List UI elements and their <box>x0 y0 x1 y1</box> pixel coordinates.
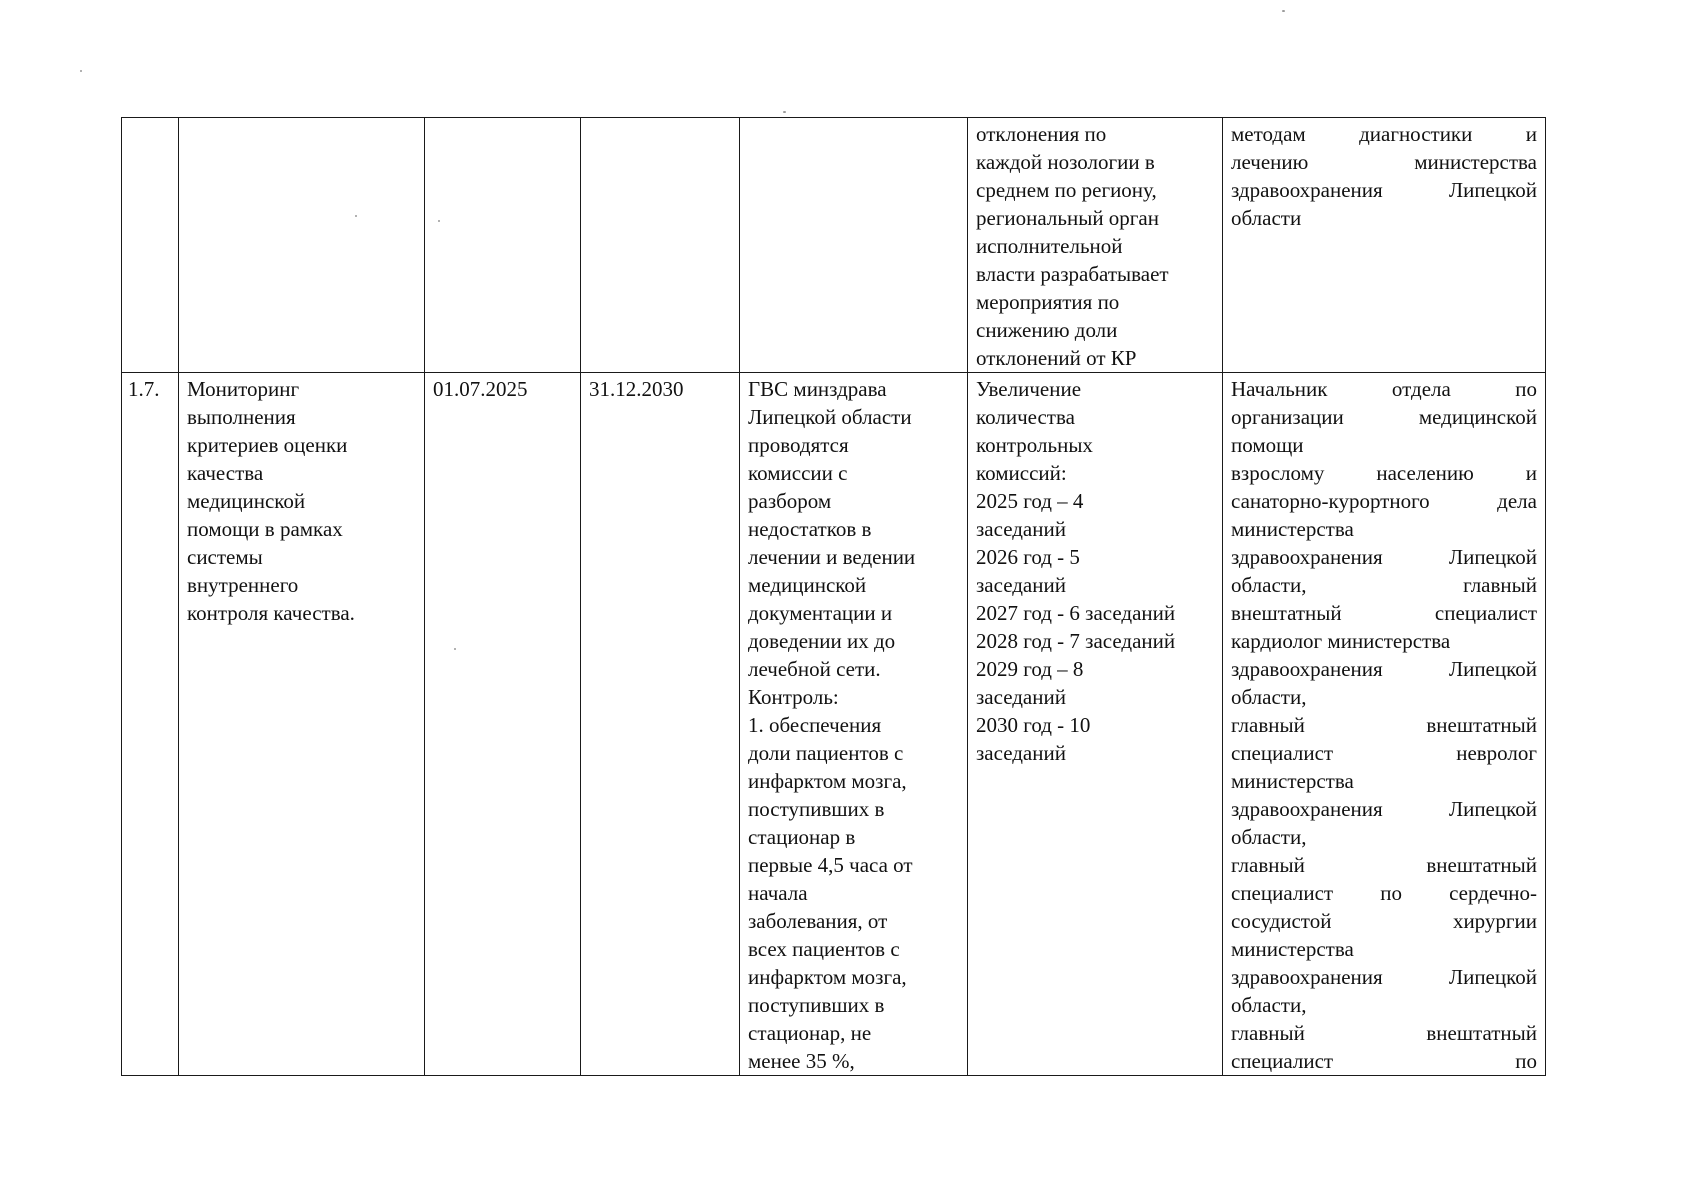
responsible-line: министерства <box>1231 769 1354 793</box>
responsible-line: области, <box>1231 825 1307 849</box>
responsible-line: министерства <box>1231 517 1354 541</box>
responsible-line: лечению министерства <box>1231 150 1537 174</box>
cell-description <box>740 118 968 373</box>
cell-responsible <box>1223 118 1546 373</box>
responsible-line: здравоохранения Липецкой <box>1231 965 1537 989</box>
cell-description: ГВС минздрава Липецкой области проводятся комиссии с разбором недостатков в лечении и ведении медицинской документации и доведении их до лечебной сети. Контроль: 1. обеспечения доли пациентов с инфарктом мозга, поступивших в стационар в первые 4,5 часа от начала заболевания, от всех пациентов с инфарктом мозга, поступивших в стационар, не менее 35 %, <box>740 373 968 1076</box>
activity-plan-table <box>121 117 1546 1076</box>
responsible-line: санаторно-курортного дела <box>1231 489 1537 513</box>
responsible-line: области, <box>1231 993 1307 1017</box>
responsible-line: министерства <box>1231 937 1354 961</box>
responsible-line: Начальник отдела по <box>1231 377 1537 401</box>
responsible-line: организации медицинской <box>1231 405 1537 429</box>
responsible-line: главный внештатный <box>1231 853 1537 877</box>
cell-start-date <box>425 118 581 373</box>
responsible-line: здравоохранения Липецкой <box>1231 657 1537 681</box>
responsible-line: области, главный <box>1231 573 1537 597</box>
cell-result: отклонения по каждой нозологии в среднем по региону, региональный орган исполнительной власти разрабатывает мероприятия по снижению доли отклонений от КР <box>968 118 1223 373</box>
responsible-line: специалист невролог <box>1231 741 1537 765</box>
cell-number: 1.7. <box>122 373 179 1076</box>
cell-result: Увеличение количества контрольных комиссий: 2025 год – 4 заседаний 2026 год - 5 заседаний 2027 год - 6 заседаний 2028 год - 7 заседаний 2029 год – 8 заседаний 2030 год - 10 заседаний <box>968 373 1223 1076</box>
responsible-line: сосудистой хирургии <box>1231 909 1537 933</box>
cell-number <box>122 118 179 373</box>
responsible-line: здравоохранения Липецкой <box>1231 797 1537 821</box>
cell-activity: Мониторинг выполнения критериев оценки качества медицинской помощи в рамках системы внутреннего контроля качества. <box>179 373 425 1076</box>
scan-speck <box>1282 10 1285 12</box>
responsible-line: специалист по сердечно- <box>1231 881 1537 905</box>
cell-end-date: 31.12.2030 <box>581 373 740 1076</box>
responsible-line: здравоохранения Липецкой <box>1231 178 1537 202</box>
responsible-line: здравоохранения Липецкой <box>1231 545 1537 569</box>
responsible-line: области <box>1231 206 1302 230</box>
responsible-line: специалист по <box>1231 1049 1537 1073</box>
scan-speck <box>783 111 786 113</box>
responsible-line: кардиолог министерства <box>1231 629 1451 653</box>
responsible-line: методам диагностики и <box>1231 122 1537 146</box>
cell-activity <box>179 118 425 373</box>
responsible-line: главный внештатный <box>1231 1021 1537 1045</box>
cell-end-date <box>581 118 740 373</box>
table-row-1-7 <box>122 373 1546 1076</box>
responsible-line: внештатный специалист <box>1231 601 1537 625</box>
responsible-line: главный внештатный <box>1231 713 1537 737</box>
scan-speck <box>80 70 82 72</box>
table-row-continuation <box>122 118 1546 373</box>
cell-responsible <box>1223 373 1546 1076</box>
responsible-line: взрослому населению и <box>1231 461 1537 485</box>
responsible-line: области, <box>1231 685 1307 709</box>
responsible-line: помощи <box>1231 433 1304 457</box>
cell-start-date: 01.07.2025 <box>425 373 581 1076</box>
